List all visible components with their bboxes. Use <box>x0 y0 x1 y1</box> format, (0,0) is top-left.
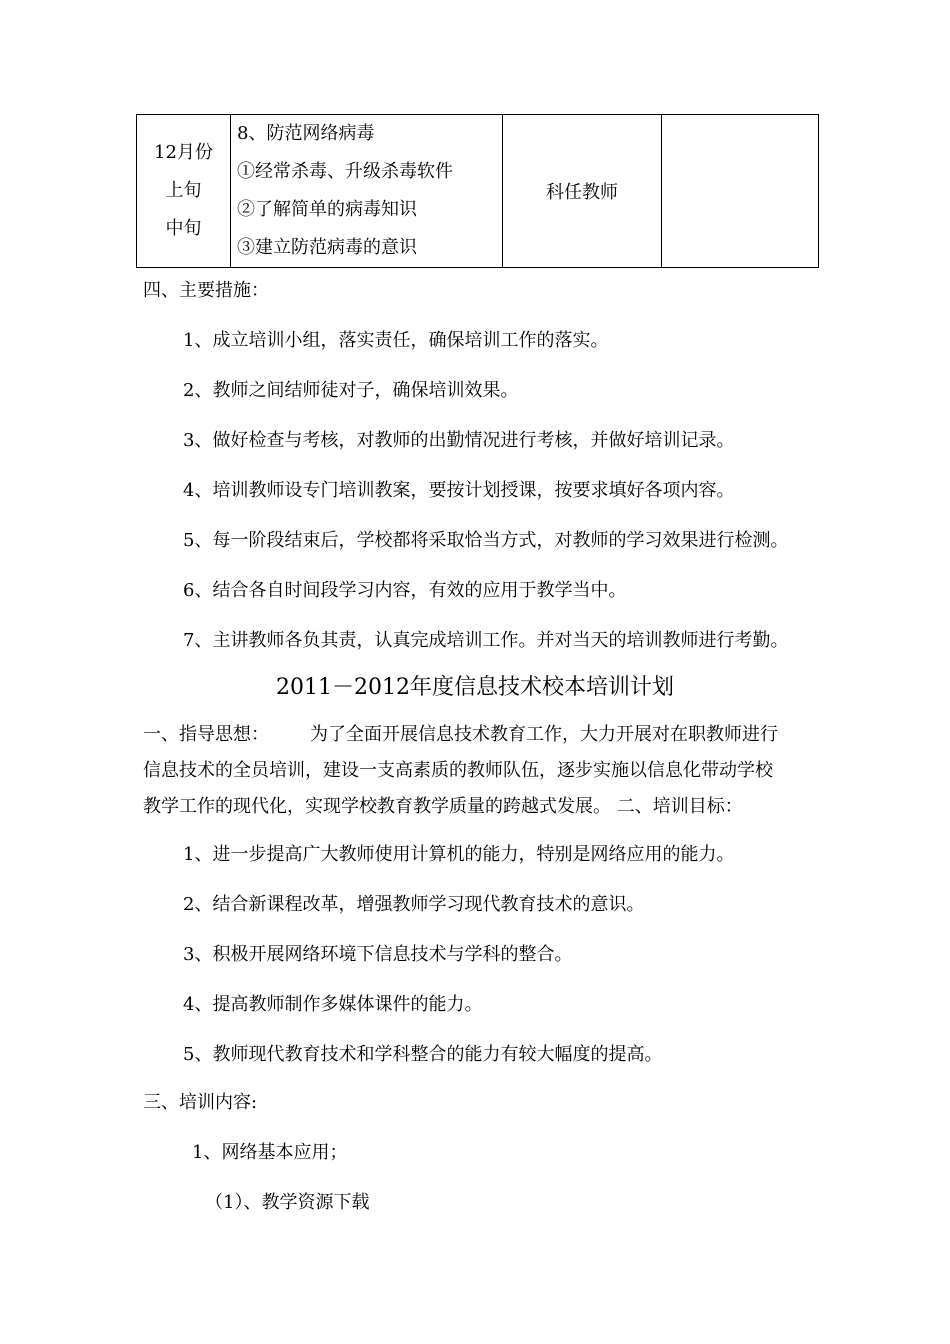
list-item: 5、每一阶段结束后，学校都将采取恰当方式，对教师的学习效果进行检测。 <box>183 530 789 551</box>
date-line: 12月份 <box>154 142 213 163</box>
page-title: 2011－2012年度信息技术校本培训计划 <box>276 675 674 700</box>
section-heading-measures: 四、主要措施： <box>143 280 269 301</box>
guidance-text: 教学工作的现代化，实现学校教育教学质量的跨越式发展。 二、培训目标： <box>143 796 743 817</box>
list-item: 2、结合新课程改革，增强教师学习现代教育技术的意识。 <box>183 894 645 915</box>
content-cell <box>231 115 503 268</box>
teacher-cell: 科任教师 <box>503 115 662 268</box>
list-item: 3、做好检查与考核，对教师的出勤情况进行考核，并做好培训记录。 <box>183 430 735 451</box>
section-heading-content: 三、培训内容: <box>143 1092 258 1113</box>
date-cell <box>137 115 231 268</box>
list-item: 6、结合各自时间段学习内容，有效的应用于教学当中。 <box>183 580 627 601</box>
date-line: 中旬 <box>165 218 202 239</box>
content-line: ③建立防范病毒的意识 <box>237 237 417 258</box>
list-item: 3、积极开展网络环境下信息技术与学科的整合。 <box>183 944 573 965</box>
list-item: 1、成立培训小组，落实责任，确保培训工作的落实。 <box>183 330 609 351</box>
content-line: ①经常杀毒、升级杀毒软件 <box>237 161 453 182</box>
list-item: 4、培训教师设专门培训教案，要按计划授课，按要求填好各项内容。 <box>183 480 735 501</box>
training-schedule-table <box>136 114 819 268</box>
list-item: 2、教师之间结师徒对子，确保培训效果。 <box>183 380 519 401</box>
content-line: ②了解简单的病毒知识 <box>237 199 417 220</box>
note-cell <box>662 115 819 268</box>
list-item: 1、网络基本应用； <box>192 1142 348 1163</box>
list-item: 1、进一步提高广大教师使用计算机的能力，特别是网络应用的能力。 <box>183 844 735 865</box>
list-item: 7、主讲教师各负其责，认真完成培训工作。并对当天的培训教师进行考勤。 <box>183 630 789 651</box>
list-item: （1）、教学资源下载 <box>205 1192 370 1213</box>
content-line: 8、防范网络病毒 <box>237 123 375 144</box>
list-item: 5、教师现代教育技术和学科整合的能力有较大幅度的提高。 <box>183 1044 663 1065</box>
table-row <box>137 115 819 268</box>
guidance-text: 为了全面开展信息技术教育工作，大力开展对在职教师进行 <box>310 724 778 745</box>
date-line: 上旬 <box>165 180 202 201</box>
guidance-text: 信息技术的全员培训，建设一支高素质的教师队伍，逐步实施以信息化带动学校 <box>143 760 773 781</box>
list-item: 4、提高教师制作多媒体课件的能力。 <box>183 994 483 1015</box>
guidance-label: 一、指导思想： <box>143 724 269 745</box>
